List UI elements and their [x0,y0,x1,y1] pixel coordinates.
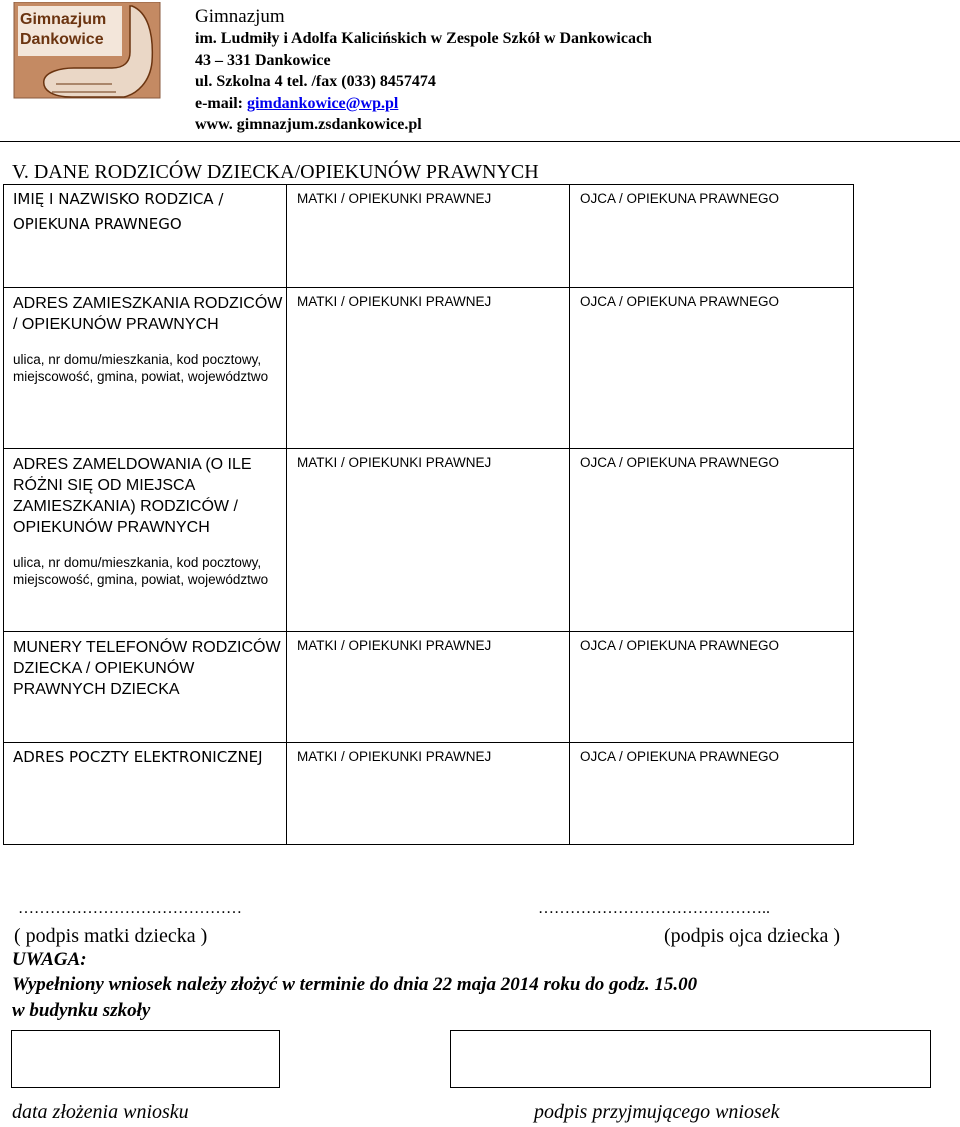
school-name: Gimnazjum [195,6,285,27]
parents-data-table [3,184,854,845]
notice-location: w budynku szkoły [12,1000,151,1021]
mother-field[interactable] [287,449,570,632]
submission-date-box[interactable] [11,1030,280,1088]
mother-signature-line: …………………………………… [18,900,242,917]
email-link[interactable]: gimdankowice@wp.pl [246,94,399,112]
father-column-header: OJCA / OPIEKUNA PRAWNEGO [580,749,780,764]
father-signature-line: …………………………………….. [538,900,770,917]
father-field[interactable] [570,743,854,845]
table-row [4,449,854,632]
row-label: IMIĘ I NAZWISKO RODZICA / OPIEKUNA PRAWNEGO [13,190,224,233]
table-row [4,743,854,845]
father-field[interactable] [570,449,854,632]
father-signature-caption: (podpis ojca dziecka ) [664,925,841,947]
row-label: MUNERY TELEFONÓW RODZICÓW DZIECKA / OPIEKUNÓW PRAWNYCH DZIECKA [13,639,281,698]
notice-title: UWAGA: [12,949,87,970]
father-field[interactable] [570,632,854,743]
row-label-cell [4,449,287,632]
row-label: ADRES ZAMIESZKANIA RODZICÓW / OPIEKUNÓW PRAWNYCH [13,295,283,333]
school-header [195,6,652,136]
row-label: ADRES ZAMELDOWANIA (O ILE RÓŻNI SIĘ OD MIEJSCA ZAMIESZKANIA) RODZICÓW / OPIEKUNÓW PRAWNYCH [13,456,252,536]
row-label-cell [4,288,287,449]
mother-field[interactable] [287,185,570,288]
row-label-cell [4,632,287,743]
header-divider [0,141,960,142]
logo-lettering: Gimnazjum Dankowice [20,11,107,48]
mother-field[interactable] [287,632,570,743]
mother-column-header: MATKI / OPIEKUNKI PRAWNEJ [297,638,492,653]
receiver-signature-label: podpis przyjmującego wniosek [534,1101,780,1123]
table-row [4,632,854,743]
row-label-cell [4,743,287,845]
mother-column-header: MATKI / OPIEKUNKI PRAWNEJ [297,455,492,470]
mother-field[interactable] [287,288,570,449]
submission-date-label: data złożenia wniosku [12,1101,189,1123]
row-sublabel: ulica, nr domu/mieszkania, kod pocztowy, miejscowość, gmina, powiat, województwo [13,352,269,384]
school-website: www. gimnazjum.zsdankowice.pl [195,116,422,133]
mother-field[interactable] [287,743,570,845]
father-field[interactable] [570,185,854,288]
father-column-header: OJCA / OPIEKUNA PRAWNEGO [580,191,780,206]
table-row [4,288,854,449]
father-column-header: OJCA / OPIEKUNA PRAWNEGO [580,638,780,653]
row-label-cell [4,185,287,288]
mother-signature-caption: ( podpis matki dziecka ) [14,925,208,947]
receiver-signature-box[interactable] [450,1030,931,1088]
mother-column-header: MATKI / OPIEKUNKI PRAWNEJ [297,294,492,309]
section-title: V. DANE RODZICÓW DZIECKA/OPIEKUNÓW PRAWNYCH [12,161,539,183]
mother-column-header: MATKI / OPIEKUNKI PRAWNEJ [297,191,492,206]
notice-deadline: Wypełniony wniosek należy złożyć w terminie do dnia 22 maja 2014 roku do godz. 15.00 [12,974,698,995]
father-column-header: OJCA / OPIEKUNA PRAWNEGO [580,455,780,470]
mother-column-header: MATKI / OPIEKUNKI PRAWNEJ [297,749,492,764]
row-sublabel: ulica, nr domu/mieszkania, kod pocztowy, miejscowość, gmina, powiat, województwo [13,555,269,587]
school-email-line [195,93,652,115]
school-logo [12,2,162,106]
school-postal: 43 – 331 Dankowice [195,51,331,69]
school-patron: im. Ludmiły i Adolfa Kalicińskich w Zespole Szkół w Dankowicach [195,30,652,47]
father-column-header: OJCA / OPIEKUNA PRAWNEGO [580,294,780,309]
email-prefix: e-mail: [195,94,247,112]
row-label: ADRES POCZTY ELEKTRONICZNEJ [13,748,263,766]
father-field[interactable] [570,288,854,449]
table-row [4,185,854,288]
school-address: ul. Szkolna 4 tel. /fax (033) 8457474 [195,73,436,90]
